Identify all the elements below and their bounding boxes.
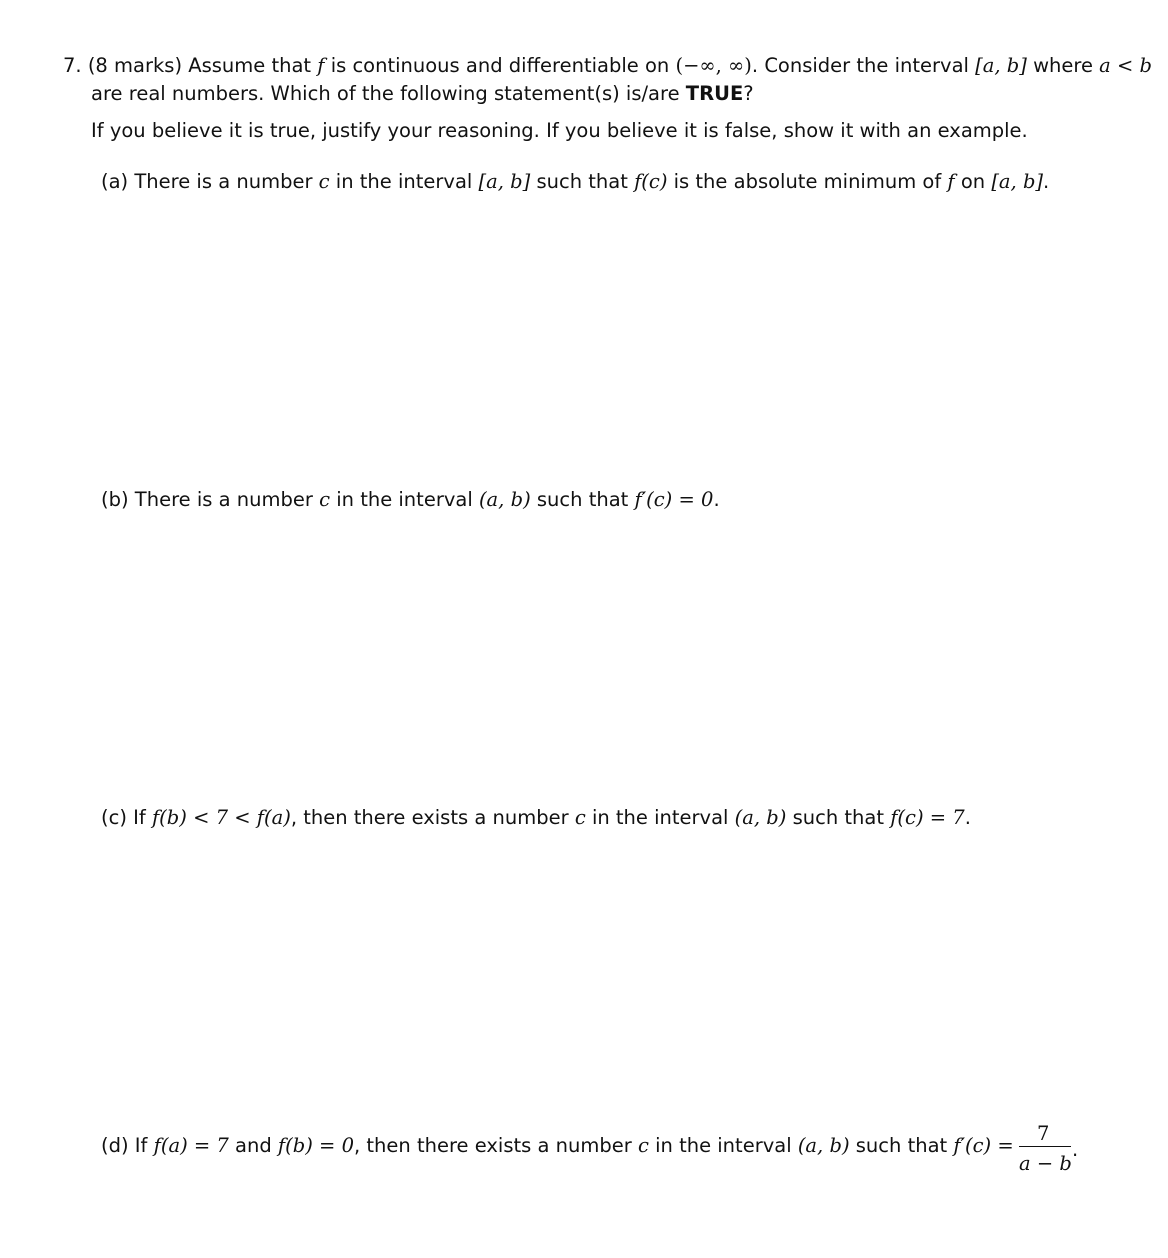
part-c-period: . bbox=[964, 806, 971, 829]
math-interval: (a, b) bbox=[478, 488, 531, 511]
math-interval-ab: [a, b] bbox=[975, 54, 1027, 77]
part-d-if: If bbox=[134, 1134, 148, 1157]
part-d-and: and bbox=[235, 1134, 272, 1157]
part-a-text-1: There is a number bbox=[134, 170, 313, 193]
math-condition: f(b) < 7 < f(a) bbox=[151, 806, 291, 829]
math-interval: (a, b) bbox=[734, 806, 787, 829]
true-keyword: TRUE bbox=[685, 82, 744, 105]
math-a-lt-b: a < b bbox=[1099, 54, 1153, 77]
fraction-bar bbox=[1019, 1146, 1071, 1147]
part-d-text-1: , then there exists a number bbox=[353, 1134, 632, 1157]
part-c-if: If bbox=[133, 806, 146, 829]
part-b-period: . bbox=[713, 488, 720, 511]
part-c-label: (c) bbox=[101, 806, 127, 829]
math-condition-2: f(b) = 0 bbox=[277, 1134, 354, 1157]
part-a-text-2: in the interval bbox=[335, 170, 473, 193]
question-number: 7. bbox=[63, 54, 82, 77]
math-interval-2: [a, b] bbox=[991, 170, 1044, 193]
part-c-text-3: such that bbox=[792, 806, 885, 829]
question-instruction bbox=[91, 121, 1028, 141]
part-b-label: (b) bbox=[101, 488, 129, 511]
math-fc-expr: f(c) = 7 bbox=[890, 806, 965, 829]
part-a-text-4: is the absolute minimum of bbox=[673, 170, 942, 193]
math-c: c bbox=[637, 1134, 649, 1157]
part-b-text-2: in the interval bbox=[336, 488, 473, 511]
part-c bbox=[101, 808, 971, 828]
math-fc: f(c) bbox=[634, 170, 668, 193]
fraction-denominator: a − b bbox=[1019, 1152, 1072, 1175]
part-a-label: (a) bbox=[101, 170, 129, 193]
math-interval: [a, b] bbox=[478, 170, 531, 193]
part-a-period: . bbox=[1043, 170, 1050, 193]
math-interval: (a, b) bbox=[797, 1134, 850, 1157]
intro-text-4: where bbox=[1033, 54, 1093, 77]
part-a-text-5: on bbox=[960, 170, 986, 193]
part-b-text-1: There is a number bbox=[134, 488, 313, 511]
intro-text-3: . Consider the interval bbox=[751, 54, 969, 77]
part-d-text-3: such that bbox=[855, 1134, 948, 1157]
math-derivative-expr: f′(c) = 0 bbox=[634, 488, 714, 511]
part-d-label: (d) bbox=[101, 1134, 129, 1157]
intro-text-2: is continuous and differentiable on bbox=[330, 54, 670, 77]
math-c: c bbox=[318, 170, 330, 193]
math-f: f bbox=[317, 54, 325, 77]
question-header-line-1 bbox=[63, 56, 1152, 76]
math-c: c bbox=[574, 806, 586, 829]
part-b-text-3: such that bbox=[536, 488, 629, 511]
math-fraction bbox=[1019, 1122, 1079, 1178]
part-c-text-2: in the interval bbox=[591, 806, 729, 829]
intro-text-1: Assume that bbox=[188, 54, 312, 77]
question-marks: (8 marks) bbox=[87, 54, 183, 77]
part-a-text-3: such that bbox=[536, 170, 628, 193]
part-d-text-2: in the interval bbox=[655, 1134, 792, 1157]
instruction-text: If you believe it is true, justify your reasoning. If you believe it is false, show it with an example. bbox=[91, 119, 1028, 142]
math-condition-1: f(a) = 7 bbox=[153, 1134, 229, 1157]
part-d-period: . bbox=[1072, 1138, 1079, 1161]
intro-text-line2: are real numbers. Which of the following statement(s) is/are bbox=[91, 82, 680, 105]
part-d-period-wrap bbox=[1072, 1140, 1078, 1160]
math-f: f bbox=[947, 170, 955, 193]
fraction-numerator: 7 bbox=[1037, 1122, 1050, 1145]
question-mark: ? bbox=[743, 82, 754, 105]
math-derivative-expr: f′(c) = bbox=[953, 1134, 1014, 1157]
part-d bbox=[101, 1136, 1014, 1156]
math-domain-interval: (−∞, ∞) bbox=[675, 54, 752, 77]
part-b bbox=[101, 490, 720, 510]
math-c: c bbox=[319, 488, 331, 511]
part-a bbox=[101, 172, 1049, 192]
part-c-text-1: , then there exists a number bbox=[290, 806, 569, 829]
question-header-line-2 bbox=[91, 84, 754, 104]
